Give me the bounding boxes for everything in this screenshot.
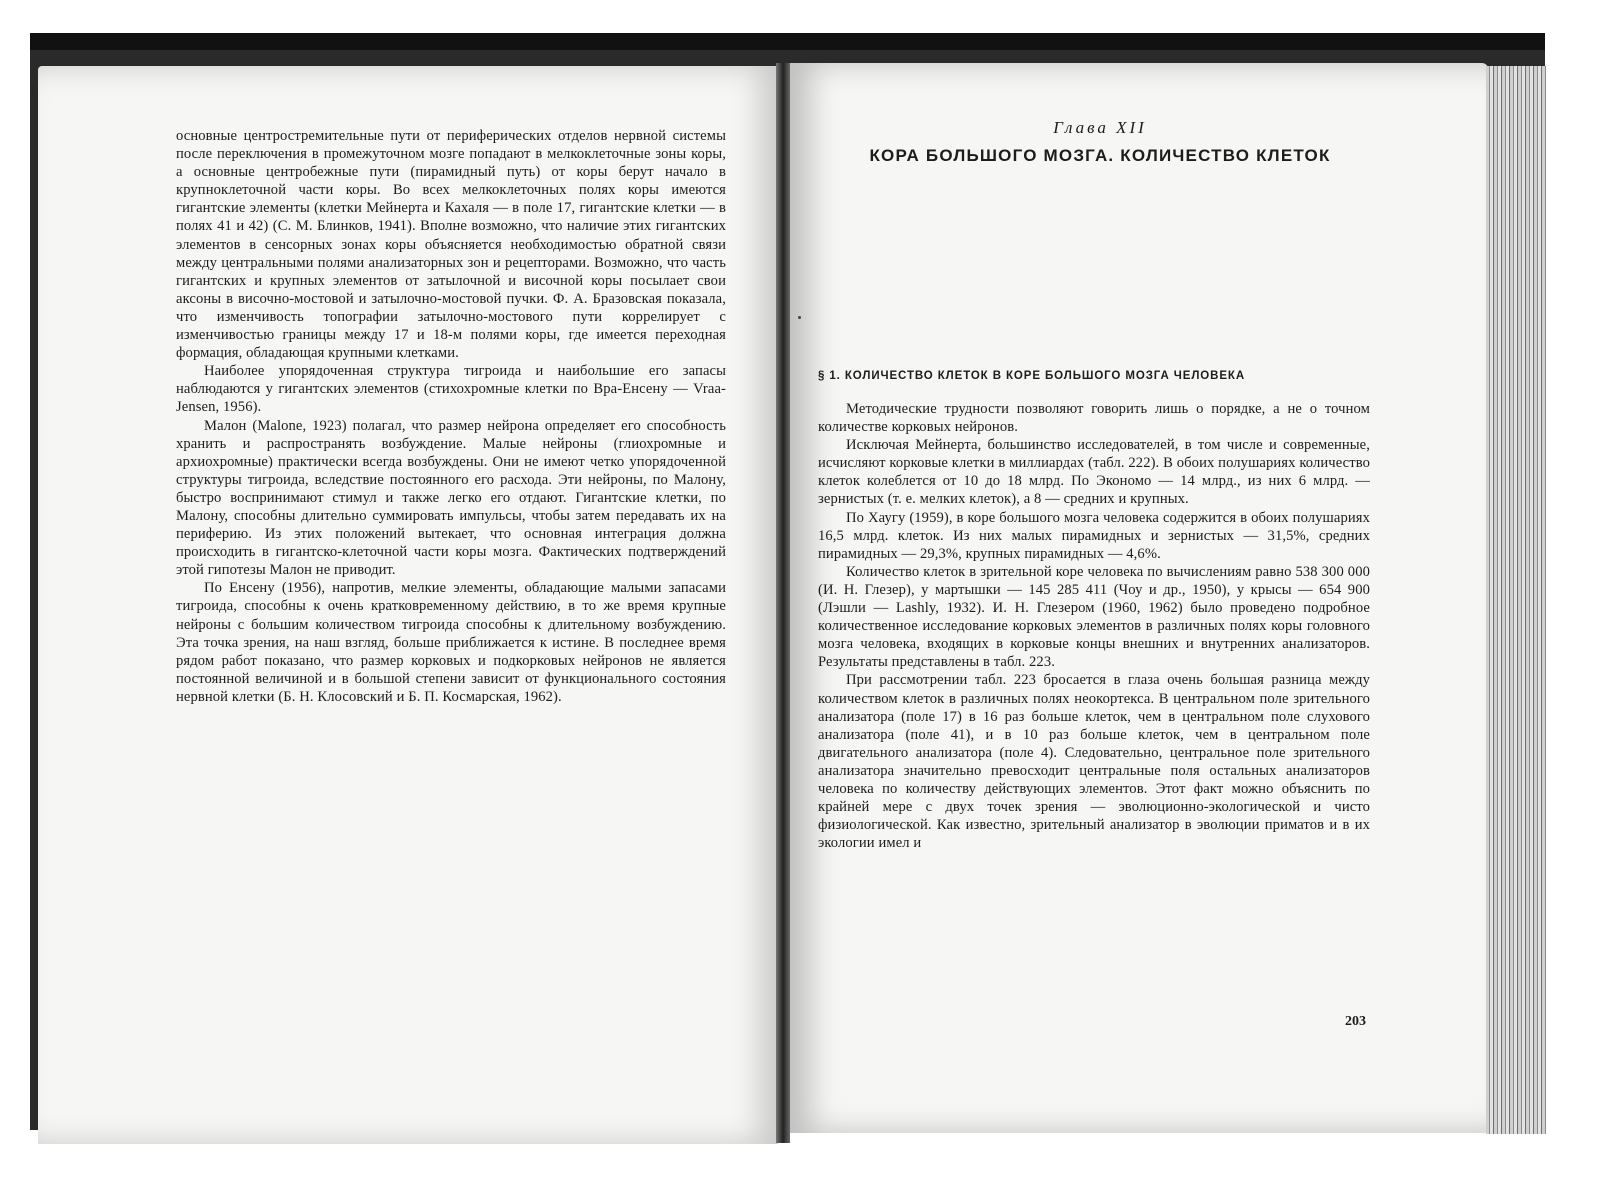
paragraph: Исключая Мейнерта, большинство исследователей, в том числе и современные, исчисляют корковые клетки в миллиардах (табл. 222). В обоих полушариях количество клеток колеблется от 10 до 18 млрд. По Экономо — 14 млрд., из них 6 млрд. — зернистых (т. е. мелких клеток), а 8 — средних и крупных. bbox=[818, 437, 1370, 508]
right-page-text bbox=[818, 400, 1370, 852]
chapter-title: КОРА БОЛЬШОГО МОЗГА. КОЛИЧЕСТВО КЛЕТОК bbox=[869, 146, 1331, 165]
book-gutter bbox=[776, 63, 790, 1143]
paragraph: По Енсену (1956), напротив, мелкие элементы, обладающие малыми запасами тигроида, способны к очень кратковременному действию, в то же время крупные нейроны с большим количеством тигроида способны к длительному возбуждению. Эта точка зрения, на наш взгляд, больше приближается к истине. В последнее время рядом работ показано, что размер корковых и подкорковых нейронов не является постоянной величиной и в большой степени зависит от функционального состояния нервной клетки (Б. Н. Клосовский и Б. П. Космарская, 1962). bbox=[176, 580, 726, 705]
paragraph: Малон (Malone, 1923) полагал, что размер нейрона определяет его способность хранить и распространять возбуждение. Малые нейроны (глиохромные и архиохромные) практически всегда возбуждены. Они не имеют четко упорядоченной структуры тигроида, вследствие постоянного его расхода. Эти нейроны, по Малону, быстро воспринимают стимул и также легко его отдают. Гигантские клетки, по Малону, способны длительно суммировать импульсы, чтобы затем передавать их на периферию. Из этих положений вытекает, что основная интеграция должна происходить в гигантско-клеточной части коры мозга. Фактических подтверждений этой гипотезы Малон не приводит. bbox=[176, 417, 726, 579]
paragraph: Наиболее упорядоченная структура тигроида и наибольшие его запасы наблюдаются у гигантских элементов (стихохромные клетки по Вра-Енсену — Vraa-Jensen, 1956). bbox=[176, 363, 726, 416]
paragraph: основные центростремительные пути от периферических отделов нервной системы после переключения в промежуточном мозге попадают в мелкоклеточные зоны коры, а основные центробежные пути (пирамидный путь) от коры берут начало в крупноклеточной части коры. Во всех мелкоклеточных полях коры имеются гигантские элементы (клетки Мейнерта и Кахаля — в поле 17, гигантские клетки — в полях 41 и 42) (С. М. Блинков, 1941). Вполне возможно, что наличие этих гигантских элементов в сенсорных зонах коры объясняется необходимостью обратной связи между центральными полями анализаторных зон и рецепторами. Возможно, что часть гигантских и крупных элементов от затылочной и височной коры посылает свои аксоны в височно-мостовой и затылочно-мостовой пучки. Ф. А. Бразовская показала, что изменчивость топографии затылочно-мостового пути коррелирует с изменчивостью границы между 17 и 18-м полями коры, где имеется переходная формация, обладающая крупными клетками. bbox=[176, 128, 726, 362]
paragraph: По Хаугу (1959), в коре большого мозга человека содержится в обоих полушариях 16,5 млрд. клеток. Из них малых пирамидных и зернистых — 31,5%, средних пирамидных — 29,3%, крупных пирамидных — 4,6%. bbox=[818, 509, 1370, 562]
page-edges bbox=[1486, 66, 1546, 1134]
paragraph: Методические трудности позволяют говорить лишь о порядке, а не о точном количестве корковых нейронов. bbox=[818, 401, 1370, 436]
chapter-label: Глава XII bbox=[1053, 118, 1147, 137]
left-page-text bbox=[176, 127, 726, 706]
paragraph: При рассмотрении табл. 223 бросается в глаза очень большая разница между количеством клеток в различных полях неокортекса. В центральном поле зрительного анализатора (поле 17) в 16 раз больше клеток, чем в центральном поле слухового анализатора (поле 41), и в 10 раз больше клеток, чем в центральном поле двигательного анализатора (поле 4). Следовательно, центральное поле зрительного анализатора значительно превосходит центральные поля остальных анализаторов человека по количеству действующих элементов. Этот факт можно объяснить по крайней мере с двух точек зрения — эволюционно-экологической и чисто физиологической. Как известно, зрительный анализатор в эволюции приматов и в их экологии имел и bbox=[818, 672, 1370, 852]
section-heading: § 1. КОЛИЧЕСТВО КЛЕТОК В КОРЕ БОЛЬШОГО МОЗГА ЧЕЛОВЕКА bbox=[818, 370, 1246, 382]
page-number: 203 bbox=[1345, 1014, 1366, 1029]
scan-speck bbox=[798, 316, 801, 319]
paragraph: Количество клеток в зрительной коре человека по вычислениям равно 538 300 000 (И. Н. Глезер), у мартышки — 145 285 411 (Чоу и др., 1950), у крысы — 654 900 (Лэшли — Lashly, 1932). И. Н. Глезером (1960, 1962) было проведено подробное количественное исследование корковых элементов в различных полях коры головного мозга человека, входящих в корковые концы внешних и внутренних анализаторов. Результаты представлены в табл. 223. bbox=[818, 563, 1370, 671]
